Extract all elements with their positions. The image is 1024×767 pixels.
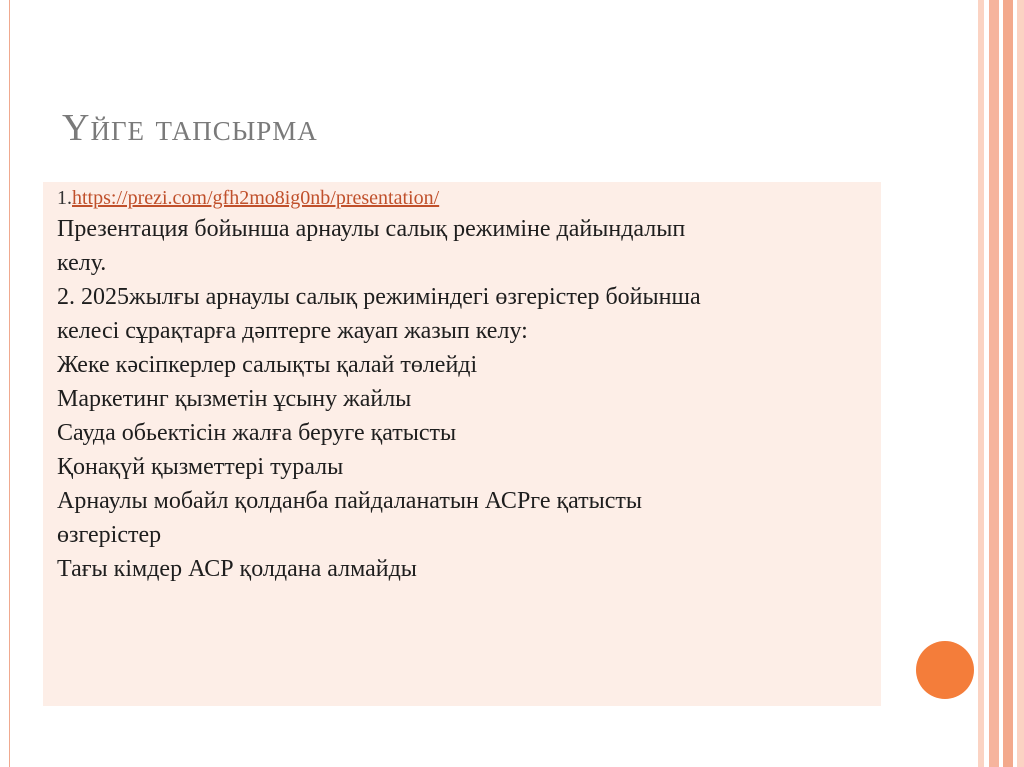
prezi-link[interactable]: https://prezi.com/gfh2mo8ig0nb/presentation/ [72, 187, 440, 209]
content-line: Маркетинг қызметін ұсыну жайлы [57, 386, 412, 412]
content-box [43, 182, 881, 706]
content-line: Тағы кімдер АСР қолдана алмайды [57, 556, 417, 582]
content-line: Жеке кәсіпкерлер салықты қалай төлейді [57, 352, 478, 378]
content-line: келесі сұрақтарға дәптерге жауап жазып келу: [57, 318, 528, 344]
content-line: Арнаулы мобайл қолданба пайдаланатын АСРге қатысты [57, 488, 643, 514]
content-line: Сауда обьектісін жалға беруге қатысты [57, 420, 457, 446]
link-line [57, 184, 867, 212]
content-line: 2. 2025жылғы арнаулы салық режиміндегі өзгерістер бойынша [57, 284, 701, 310]
frame-stripe [1003, 0, 1013, 767]
frame-stripe [989, 0, 999, 767]
left-frame-line [9, 0, 10, 767]
slide-title: Үйге тапсырма [62, 107, 318, 149]
content-line: Презентация бойынша арнаулы салық режиміне дайындалып [57, 216, 686, 242]
link-number: 1. [57, 187, 72, 209]
right-frame-stripes [978, 0, 1024, 767]
frame-stripe [1017, 0, 1024, 767]
content-line: Қонақүй қызметтері туралы [57, 454, 344, 480]
content-line: келу. [57, 250, 107, 276]
content-line: өзгерістер [57, 522, 162, 548]
accent-dot [916, 641, 974, 699]
